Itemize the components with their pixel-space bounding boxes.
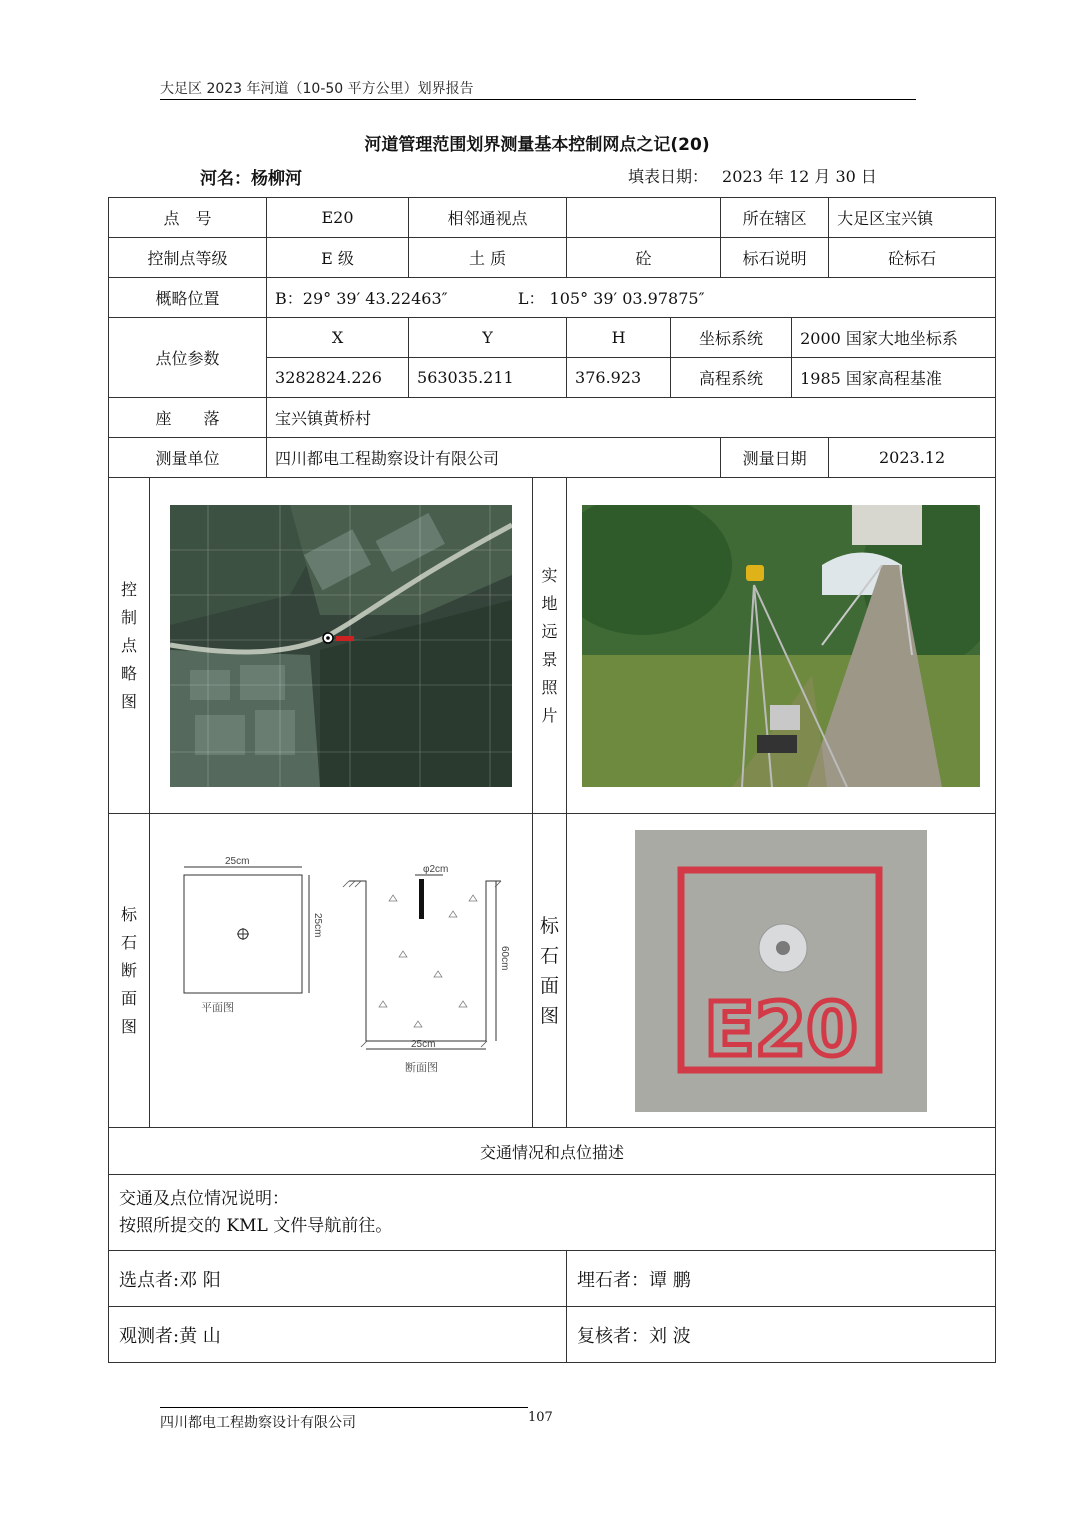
page-number: 107: [528, 1410, 553, 1425]
x-label: X: [267, 318, 409, 358]
grade-label: 控制点等级: [109, 238, 267, 278]
coord-sys-value: 2000 国家大地坐标系: [792, 318, 996, 358]
coord-sys-label: 坐标系统: [671, 318, 792, 358]
district-value: 大足区宝兴镇: [829, 198, 996, 238]
depth-text: 60cm: [499, 945, 510, 970]
marker-label: 标石说明: [721, 238, 829, 278]
section-label: 标 石 断 面 图: [109, 814, 150, 1128]
sketch-cell: [150, 478, 533, 814]
unit-value: 四川都电工程勘察设计有限公司: [267, 438, 721, 478]
y-label: Y: [409, 318, 567, 358]
footer-rule: [160, 1407, 528, 1408]
unit-label: 测量单位: [109, 438, 267, 478]
height-sys-label: 高程系统: [671, 358, 792, 398]
checker: 复核者：刘 波: [567, 1307, 996, 1363]
footer-company: 四川都电工程勘察设计有限公司: [160, 1415, 356, 1431]
plan-width-text: 25cm: [225, 855, 250, 867]
traffic-title: 交通情况和点位描述: [109, 1128, 996, 1175]
marker-value: 砼标石: [829, 238, 996, 278]
site-value: 宝兴镇黄桥村: [267, 398, 996, 438]
traffic-line-1: 交通及点位情况说明：: [119, 1188, 289, 1209]
survey-date-value: 2023.12: [829, 438, 996, 478]
y-value: 563035.211: [409, 358, 567, 398]
location-label: 概略位置: [109, 278, 267, 318]
traffic-line-2: 按照所提交的 KML 文件导航前往。: [119, 1215, 393, 1236]
location-longitude: L： 105° 39′ 03.97875″: [517, 289, 705, 308]
point-no: E20: [267, 198, 409, 238]
height-sys-value: 1985 国家高程基准: [792, 358, 996, 398]
location-latitude: B：29° 39′ 43.22463″: [275, 289, 448, 308]
fill-date-value: 2023 年 12 月 30 日: [722, 167, 877, 186]
burier: 埋石者：谭 鹏: [567, 1251, 996, 1307]
photo-label: 实 地 远 景 照 片: [533, 478, 567, 814]
soil-value: 砼: [567, 238, 721, 278]
bottom-width-text: 25cm: [411, 1038, 436, 1050]
survey-date-label: 测量日期: [721, 438, 829, 478]
fill-date: [628, 164, 891, 187]
marker-face-image: [635, 830, 927, 1112]
observer: 观测者:黄 山: [109, 1307, 567, 1363]
report-header: 大足区 2023 年河道（10-50 平方公里）划界报告: [160, 81, 474, 97]
site-label: 座 落: [109, 398, 267, 438]
location-value: [267, 278, 996, 318]
river-name: 河名：杨柳河: [200, 169, 302, 189]
district-label: 所在辖区: [721, 198, 829, 238]
section-drawing-cell: [150, 814, 533, 1128]
grade-value: E 级: [267, 238, 409, 278]
selector: 选点者:邓 阳: [109, 1251, 567, 1307]
control-point-table: [108, 197, 996, 1363]
fill-date-label: 填表日期：: [628, 167, 709, 186]
soil-label: 土 质: [409, 238, 567, 278]
h-label: H: [567, 318, 671, 358]
plan-caption: 平面图: [201, 1001, 234, 1014]
traffic-description: [109, 1175, 996, 1251]
neighbor-label: 相邻通视点: [409, 198, 567, 238]
x-value: 3282824.226: [267, 358, 409, 398]
page-title: 河道管理范围划界测量基本控制网点之记(20): [364, 135, 710, 155]
hole-size-text: φ2cm: [423, 863, 449, 875]
neighbor-value: [567, 198, 721, 238]
photo-cell: [567, 478, 996, 814]
satellite-map-image: [170, 505, 512, 787]
plan-height-text: 25cm: [312, 912, 323, 937]
header-rule: [160, 99, 916, 100]
sketch-label: 控 制 点 略 图: [109, 478, 150, 814]
h-value: 376.923: [567, 358, 671, 398]
face-label: 标 石 面 图: [533, 814, 567, 1128]
point-no-label: 点 号: [109, 198, 267, 238]
marker-section-drawing: [153, 851, 529, 1091]
params-label: 点位参数: [109, 318, 267, 398]
face-photo-cell: [567, 814, 996, 1128]
site-photo-image: [582, 505, 980, 787]
stone-id-text: E20: [704, 986, 858, 1073]
section-caption: 断面图: [405, 1061, 438, 1074]
